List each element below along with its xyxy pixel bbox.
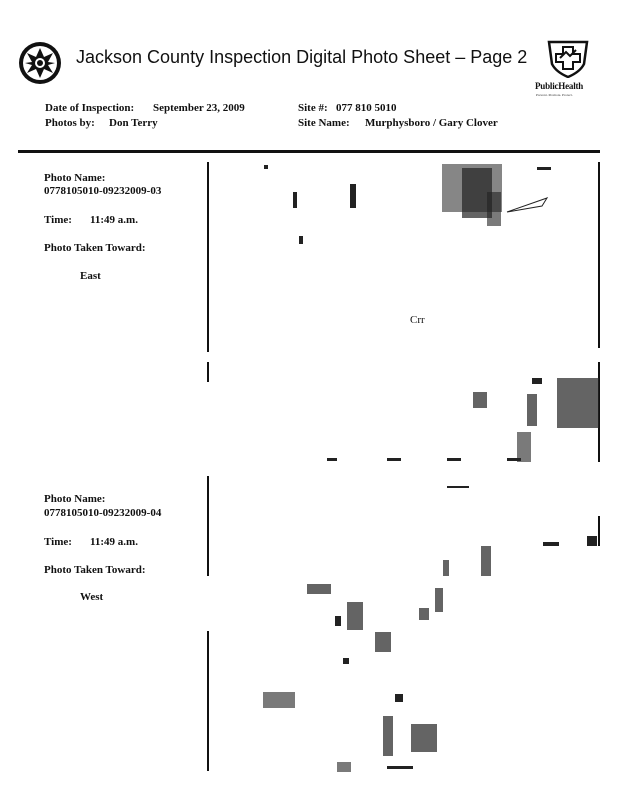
public-health-shield-icon xyxy=(546,38,590,78)
photo1-image-text: Crr xyxy=(410,314,425,326)
photo2-image xyxy=(207,476,602,776)
photo2-name-label: Photo Name: xyxy=(44,493,106,505)
photo2-toward-value: West xyxy=(80,591,104,603)
public-health-tagline: Prevent. Promote. Protect. xyxy=(536,93,573,97)
photo2-toward-label: Photo Taken Toward: xyxy=(44,564,146,576)
page-title: Jackson County Inspection Digital Photo Sheet – Page 2 xyxy=(76,47,528,67)
photo1-washed-out-scene xyxy=(207,162,602,462)
header-divider xyxy=(18,150,600,153)
photo2-name-value: 0778105010-09232009-04 xyxy=(44,507,162,519)
photo1-image xyxy=(207,162,602,462)
site-number-value: 077 810 5010 xyxy=(336,102,397,114)
date-value: September 23, 2009 xyxy=(153,102,245,114)
photo1-time-label: Time: xyxy=(44,214,72,226)
photo1-toward-value: East xyxy=(80,270,101,282)
site-number-label: Site #: xyxy=(298,102,328,114)
photo2-time-value: 11:49 a.m. xyxy=(90,536,138,548)
photo2-time-label: Time: xyxy=(44,536,72,548)
photo1-time-value: 11:49 a.m. xyxy=(90,214,138,226)
public-health-wordmark: PublicHealth xyxy=(535,81,584,91)
maltese-cross-emblem-icon xyxy=(18,41,62,85)
site-name-label: Site Name: xyxy=(298,117,350,129)
photo2-washed-out-scene xyxy=(207,476,602,776)
date-label: Date of Inspection: xyxy=(45,102,135,114)
photo1-toward-label: Photo Taken Toward: xyxy=(44,242,146,254)
photo1-name-label: Photo Name: xyxy=(44,172,106,184)
photo1-name-value: 0778105010-09232009-03 xyxy=(44,185,162,197)
site-name-value: Murphysboro / Gary Clover xyxy=(365,117,498,129)
photos-by-value: Don Terry xyxy=(109,117,158,129)
photos-by-label: Photos by: xyxy=(45,117,95,129)
